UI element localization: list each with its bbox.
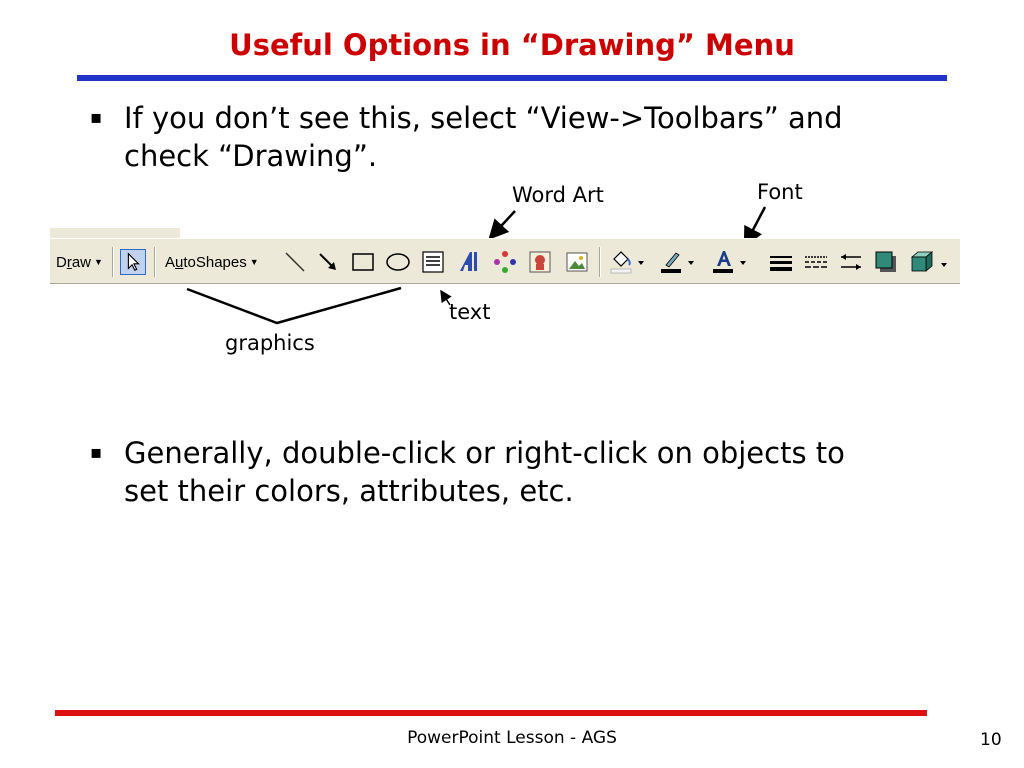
- draw-menu-button[interactable]: [56, 239, 103, 285]
- graphics-bracket: [187, 288, 401, 323]
- drawing-toolbar: [50, 238, 960, 284]
- shadow-icon[interactable]: [873, 249, 899, 275]
- footer-text: PowerPoint Lesson - AGS: [407, 728, 617, 748]
- clip-art-icon[interactable]: [527, 249, 553, 275]
- callout-graphics: graphics: [225, 331, 315, 355]
- text-arrow: [441, 291, 450, 305]
- select-pointer-icon[interactable]: [120, 249, 146, 275]
- callout-text: text: [449, 300, 491, 324]
- line-color-icon[interactable]: [658, 249, 698, 275]
- toolbar-separator: [599, 247, 601, 277]
- line-style-icon[interactable]: [768, 249, 794, 275]
- page-number: 10: [980, 730, 1002, 750]
- dash-style-icon[interactable]: [803, 249, 829, 275]
- bullet-2-line-2: set their colors, attributes, etc.: [124, 474, 574, 508]
- callout-word-art: Word Art: [512, 183, 604, 207]
- slide-title: Useful Options in “Drawing” Menu: [229, 28, 795, 62]
- autoshapes-menu-button[interactable]: [165, 239, 259, 285]
- diagram-icon[interactable]: [492, 249, 518, 275]
- toolbar-separator: [154, 247, 156, 277]
- chevron-down-icon: ▼: [94, 257, 103, 267]
- text-box-icon[interactable]: [420, 249, 446, 275]
- autoshapes-label: AutoShapes: [165, 253, 247, 271]
- bullet-1-line-2: check “Drawing”.: [124, 139, 378, 173]
- bullet-marker: ▪: [90, 107, 103, 128]
- arrow-style-icon[interactable]: [838, 249, 864, 275]
- oval-icon[interactable]: [385, 249, 411, 275]
- draw-label: Draw: [56, 253, 92, 271]
- footer-rule: [55, 710, 927, 716]
- fill-color-icon[interactable]: [608, 249, 648, 275]
- rectangle-icon[interactable]: [350, 249, 376, 275]
- toolbar-separator: [112, 247, 114, 277]
- arrow-icon[interactable]: [315, 249, 341, 275]
- picture-icon[interactable]: [564, 249, 590, 275]
- drawing-toolbar-image: [50, 228, 960, 286]
- bullet-1-line-1: If you don’t see this, select “View->Toolbars” and: [124, 101, 843, 135]
- line-icon[interactable]: [282, 249, 308, 275]
- word-art-icon[interactable]: [456, 249, 482, 275]
- font-color-icon[interactable]: [710, 249, 750, 275]
- bullet-marker: ▪: [90, 442, 103, 463]
- 3d-style-icon[interactable]: [908, 249, 954, 275]
- chevron-down-icon: ▼: [249, 257, 259, 267]
- bullet-2-line-1: Generally, double-click or right-click on objects to: [124, 436, 845, 470]
- callout-font: Font: [757, 180, 803, 204]
